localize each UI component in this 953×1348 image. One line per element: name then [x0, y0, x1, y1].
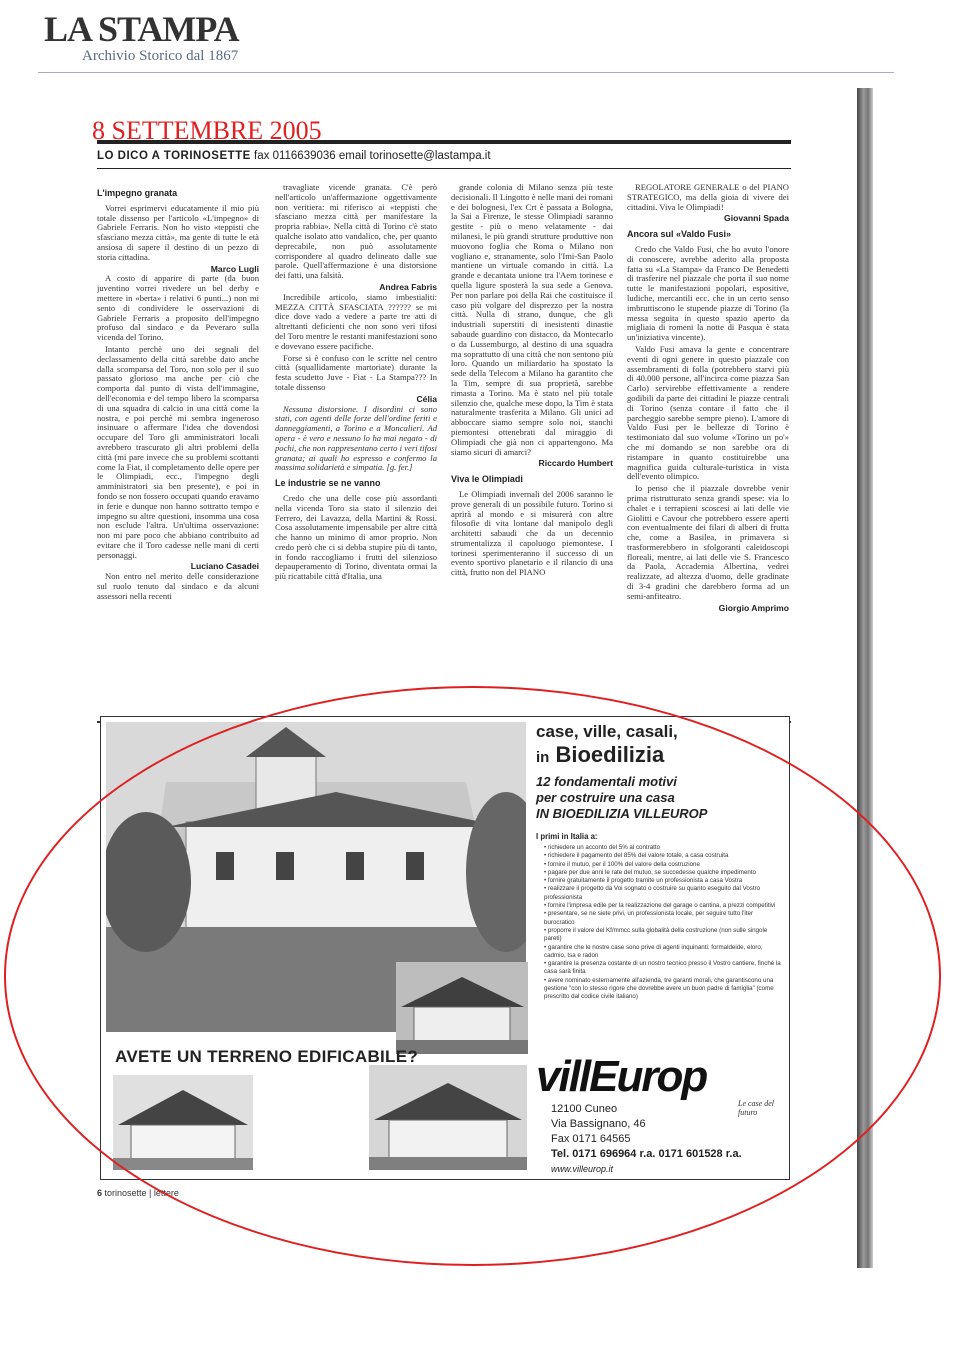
ad-subheadline: [536, 774, 781, 822]
list-item: • richiedere il pagamento del 85% del valore totale, a casa costruita: [544, 852, 781, 860]
ad-benefits-list: [536, 844, 781, 1002]
villeurop-logo: villEurop: [536, 1052, 707, 1101]
letter-signature: Giovanni Spada: [724, 213, 789, 224]
house-illustration: [369, 1065, 527, 1170]
article-paragraph: Forse si è confuso con le scritte nel centro città (squallidamente martoriate) durante la festa scudetto Juve - Fiat - La Stampa??? In totale dissenso: [275, 352, 437, 392]
article-paragraph: grande colonia di Milano senza più teste decisionali. Il Lingotto è nelle mani dei romani e dei bolognesi, l'ex Crt è passata a Bologna, la Sai a Firenze, le stesse Olimpiadi saranno gestite - più o meno velatamente - dai milanesi, le più grandi strutture produttive non muovono foglia che Roma o Milano non vogliano e, stranamente, solo l'Imi-San Paolo mantiene un virtuale comando in città. La grande e decantata unione tra l'Aem torinese e quella ligure sposterà la sua sede a Genova. Per non parlare poi della Rai che costituisce il caso più volgare del disprezzo per la nostra città. Nulla di strano, dunque, che gli industriali superstiti di inesistenti dinastie sabaude guardino con distacco, da Montecarlo o da Lussemburgo, al destino di una squadra ma soprattutto di una città che non sentono più loro. Quando un miliardario ha spostato la sede della Telecom a Milano ha garantito che la Tim, sempre di sua proprietà, sarebbe rimasta a Torino. Ma è stato nel più totale silenzio che, qualche mese dopo, la Tim è stata naturalmente trasferita a Milano. Gli unici ad abboccare siamo sempre solo noi, stanchi piemontesi ottenebrati dal miraggio di Olimpiadi che già non ci appartengono. Ma siamo sicuri di amarci?: [451, 183, 613, 457]
newspaper-logo: LA STAMPA: [44, 9, 239, 49]
article-title: Ancora sul «Valdo Fusi»: [627, 229, 732, 240]
villeurop-advertisement: [100, 716, 790, 1180]
letter-signature: Marco Lugli: [210, 263, 259, 274]
ad-address: [551, 1102, 742, 1177]
ad-website: www.villeurop.it: [551, 1164, 614, 1174]
article-paragraph: Vorrei esprimervi educatamente il mio più totale dissenso per l'articolo «L'impegno» di Gabriele Ferraris. Non ho visto «teppisti che sfasciano mezza città», ma gente di tutte le età ansiosa di sapere il destino di un pezzo di storia cittadina.: [97, 202, 259, 262]
article-paragraph: Le Olimpiadi invernali del 2006 saranno le prove generali di un possibile futuro. Torino si aprirà al mondo e si misurerà con altre filosofie di vita lontane dal manipolo degli architetti sabaudi che da un decennio strumentalizza il capoluogo piemontese. I torinesi sperimenteranno il successo di un evento sportivo planetario e il rilancio di una città, frutto non del PIANO: [451, 488, 613, 578]
letter-signature: Riccardo Humbert: [538, 458, 613, 469]
house-photo-small: [396, 962, 528, 1054]
list-item: • realizzare il progetto da Voi sognato o costruire su quanto eseguito dal Vostro professionista: [544, 885, 781, 902]
column-3: [451, 183, 613, 723]
article-title: Le industrie se ne vanno: [275, 478, 381, 489]
ad-headline-bio-word: Bioedilizia: [555, 742, 665, 767]
house-photo-bottom-right: [369, 1065, 527, 1170]
header-rule: [97, 168, 791, 169]
ad-sub-3: IN BIOEDILIZIA VILLEUROP: [536, 806, 708, 821]
section-contact: fax 0116639036 email torinosette@lastampa.it: [254, 150, 491, 162]
column-1: [97, 183, 259, 723]
ad-text-panel: [536, 722, 781, 1002]
article-paragraph: Credo che una delle cose più assordanti nella vicenda Toro sia stato il silenzio dei Ferrero, dei Lavazza, della Martini & Rossi. Cosa assolutamente impensabile per altre città che hanno un minimo di amor proprio. Non credo però che ci si debba stupire più di tanto, in fondo raccogliamo i frutti del silenzioso depauperamento di Torino, diventata ormai la più ricattabile città d'Italia, una: [275, 492, 437, 582]
list-item: • garantire la presenza costante di un nostro tecnico presso il Vostro cantiere, finché la casa sarà finita: [544, 960, 781, 977]
list-item: • pagare per due anni le rate del mutuo, se succedesse qualche impedimento: [544, 869, 781, 877]
page-spine-shadow: [857, 88, 873, 1268]
ad-street: Via Bassignano, 46: [551, 1118, 646, 1130]
letters-columns: [97, 183, 791, 723]
section-title: LO DICO A TORINOSETTE: [97, 150, 251, 162]
archive-subtitle: Archivio Storico dal 1867: [82, 48, 239, 64]
list-item: • fornire l'impresa edile per la realizzazione del garage o cantina, a prezzi competitivi: [544, 902, 781, 910]
article-paragraph: A costo di apparire di parte (da buon juventino vorrei rivedere un bel derby e mettere in «berta» i relativi 6 punti...) non mi sento di condividere le osservazioni di Gabriele Ferraris a proposito dell'impegno profuso dal sindaco e da Peverarо sulla vicenda del Torino.: [97, 273, 259, 343]
ad-slogan: AVETE UN TERRENO EDIFICABILE?: [115, 1047, 419, 1066]
article-paragraph: travagliate vicende granata. C'è però nell'articolo un'affermazione oggettivamente non veritiera: mi riferisco ai «teppisti che sfasciano mezza città per manifestare la propria rabbia». Nella città di Torino c'è stato qualche isolato atto vandalico, che, per quanto deprecabile, non può assolutamente corrispondere al quadro delineato dalle sue parole. Quell'affermazione è una distorsione dei fatti, una falsità.: [275, 183, 437, 281]
page-number: 6: [97, 1188, 103, 1198]
letter-signature: Andrea Fabris: [379, 281, 437, 292]
column-4: [627, 183, 789, 723]
list-item: • proporre il valore del Kf/mmcc sulla globalità della costruzione (non sulle singole pareti): [544, 927, 781, 944]
house-photo-bottom-left: [113, 1075, 253, 1170]
article-paragraph: Intanto perchè uno dei segnali del declassamento della città sarebbe dato anche dalla scomparsa del Toro, non solo per il suo passato glorioso ma anche per ciò che comporta dal punto di vista dell'immagine, dell'economia e del tempo libero la scomparsa di una squadra di calcio in una città come la nostra, e poi perchè mi sembra ingeneroso insinuare o affermare l'idea che dovendosi occupare del Toro gli amministratori locali avrebbero trascurato gli altri problemi della città (mi pare invece che su problemi scottanti come la Fiat, il completamento delle opere per le Olimpiadi, ecc., l'impegno degli amministratori sia ben presente), e poi in fondo se non fossero occupati quando eravamo in ferie e dunque non hanno sottratto tempo e impegno su altre questioni, insomma una cosa non esclude l'altra. Un'ultima osservazione: non mi pare poco che abbiano contribuito ad evitare che il Toro cadesse nelle mani di certi personaggi.: [97, 343, 259, 560]
list-item: • garantire che le nostre case sono prive di agenti inquinanti: formaldeide, eloro, cadmio, tsa e radon: [544, 944, 781, 961]
brand-tagline: Le case del futuro: [738, 1099, 774, 1117]
bungalow-illustration: [113, 1075, 253, 1170]
letter-signature: Luciano Casadei: [190, 561, 259, 572]
page-footer: [97, 1188, 179, 1198]
column-2: [275, 183, 437, 723]
article-title: L'impegno granata: [97, 188, 178, 198]
article-paragraph: Valdo Fusi amava la gente e concentrare eventi di ogni genere in questo piazzale con assembramenti di folla (potrebbero starvi più di 40.000 persone, all'incirca come piazza San Carlo) servirebbe effettivamente a rendere godibili da parte dei cittadini le piazze centrali di Torino (senza contare il fatto che il parcheggio sarebbe sempre pieno). L'amore di Valdo Fusi per le bellezze di Torino è testimoniato dal suo volume «Torino un po'» che mi domando se non sarebbe ora di ristampare in quanto costituirebbe una magnifica guida culturale-turistica in vista dell'evento olimpico.: [627, 343, 789, 482]
list-item: • fornire il mutuo, per il 100% del valore della costruzione: [544, 861, 781, 869]
ad-headline: case, ville, casali,: [536, 722, 678, 741]
article-paragraph: Non entro nel merito delle considerazione sul ruolo tenuto dal sindaco e da alcuni assessori nella recenti: [97, 571, 259, 601]
chalet-illustration: [396, 962, 528, 1054]
masthead: [44, 10, 239, 64]
section-header: [97, 150, 491, 162]
letter-signature: Célia: [416, 393, 437, 404]
article-paragraph: Credo che Valdo Fusi, che ho avuto l'onore di conoscere, avrebbe aderito alla proposta fatta su «La Stampa» da Franco De Benedetti di trasferire nel piazzale che porta il suo nome tutte le manifestazioni popolari, espositive, ludiche, mercantili ecc. che in un certo senso imbruttiscono le stupende piazze di Torino (la messa seguita in questo spazio aperto da migliaia di romeni la notte di Pasqua è stata un'iniziativa vincente).: [627, 243, 789, 343]
list-item: • presentare, se ne siete privi, un professionista locale, per seguire tutto l'iter burocratico: [544, 910, 781, 927]
list-item: • fornire gratuitamente il progetto tramite un professionista a casa Vostra: [544, 877, 781, 885]
ad-phone: Tel. 0171 696964 r.a. 0171 601528 r.a.: [551, 1148, 742, 1160]
letter-signature: Giorgio Amprimo: [718, 602, 789, 613]
article-title: Viva le Olimpiadi: [451, 474, 523, 485]
archive-date: 8 SETTEMBRE 2005: [92, 116, 322, 145]
article-paragraph: Io penso che il piazzale dovrebbe venir prima ristrutturato senza grandi spese: via lo chalet e i terrapieni scoscesi ai lati delle vie Giolitti e Cavour che potrebbero essere aperti con eventualmente dei filari di alberi di frutta che, come a Basilea, in primavera si trasformerebbero in sfolgoranti caleidoscopi floreali, mentre, ai lati delle vie S. Francesco da Paola, Accademia Albertina, vedrei realizzate, ad altezza d'uomo, delle gradinate di 3-4 gradini che darebbero forma ad un semi-anfiteatro.: [627, 483, 789, 601]
article-paragraph: REGOLATORE GENERALE o del PIANO STRATEGICO, ma della gioia di vivere dei cittadini. Viva le Olimpiadi!: [627, 183, 789, 212]
ad-sub-2: per costruire una casa: [536, 790, 675, 805]
newspaper-page: [97, 138, 791, 1208]
list-item: • avere nominato esternamente all'azienda, tre garanti morali, che garantiscono una gestione "con lo stesso rigore che dovrebbe avere un buon padre di famiglia" (come prescritto dal codice civile italiano): [544, 977, 781, 1002]
ad-list-title: I primi in Italia a:: [536, 832, 598, 841]
ad-city: 12100 Cuneo: [551, 1103, 618, 1115]
ad-fax: Fax 0171 64565: [551, 1133, 631, 1145]
list-item: • richiedere un acconto del 5% al contratto: [544, 844, 781, 852]
ad-sub-1: 12 fondamentali motivi: [536, 774, 677, 789]
ad-headline-bio: [536, 742, 781, 768]
footer-section: torinosette | lettere: [104, 1188, 179, 1198]
editor-reply: Nessuna distorsione. I disordini ci sono stati, con agenti delle forze dell'ordine feriti e danneggiamenti, a Torino e a Moncalieri. Ad opera - è vero e nessuno lo ha mai negato - di pochi, che non rappresentano certo i veri tifosi granata; ai quali ho espresso e confermo la massima solidarietà e simpatia. [g. fer.]: [275, 403, 437, 473]
header-divider: [38, 72, 894, 73]
article-paragraph: Incredibile articolo, siamo imbestialiti: MEZZA CITTÀ SFASCIATA ?????? se mi dice dove vado a vedere a parte tre atti di altrettanti deficienti che non sono veri tifosi del Toro mentre le restanti manifestazioni sono e dovevano essere pacifiche.: [275, 291, 437, 351]
ad-headline-in: in: [536, 749, 550, 766]
